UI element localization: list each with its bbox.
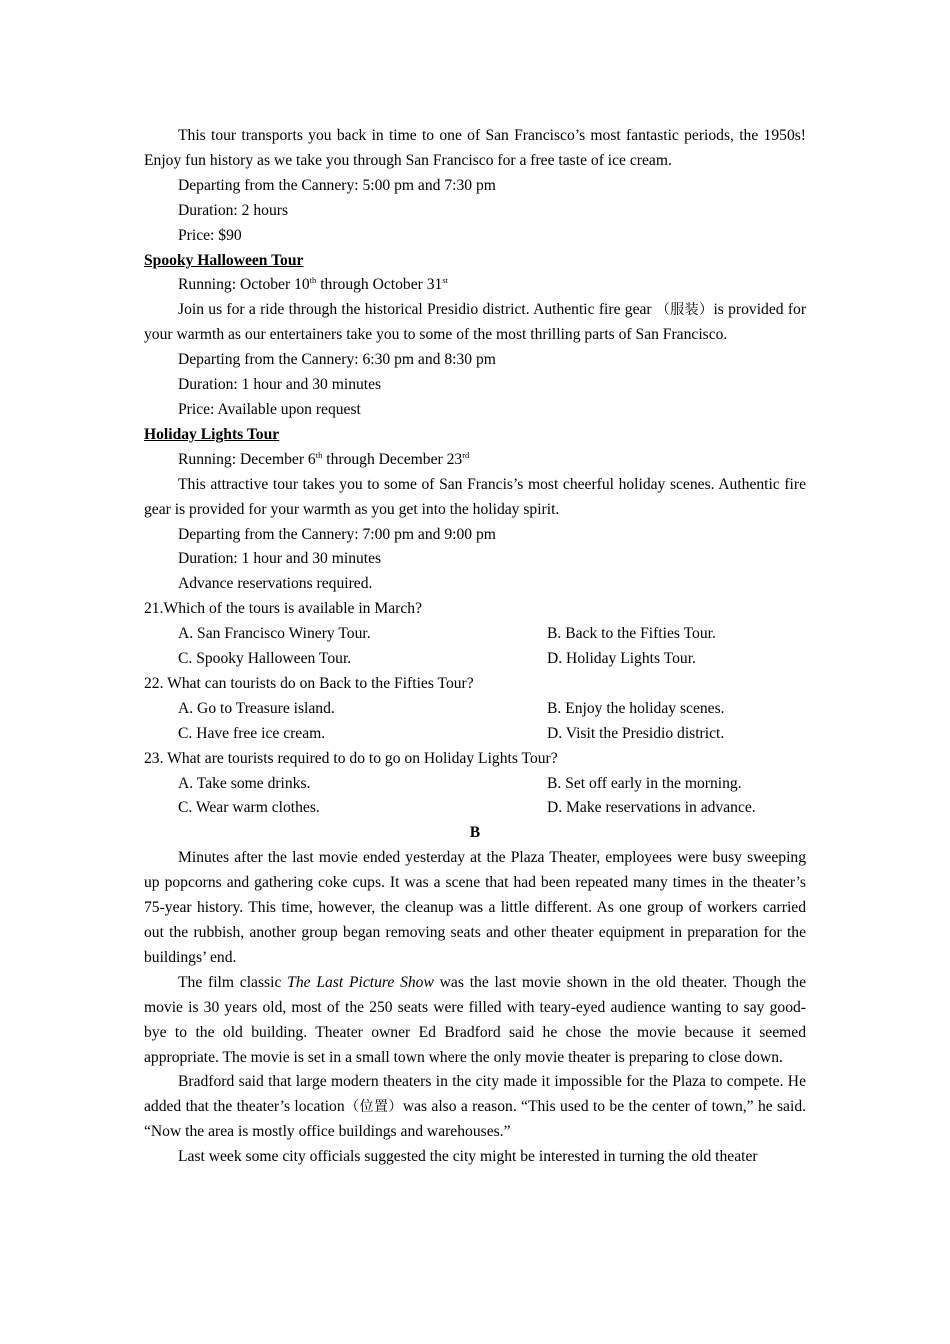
question-23-options-cd [144, 796, 806, 821]
holiday-departing: Departing from the Cannery: 7:00 pm and 9:00 pm [178, 525, 496, 543]
holiday-tour-title: Holiday Lights Tour [144, 425, 280, 443]
fifties-price: Price: $90 [178, 226, 242, 244]
option-b: B. Enjoy the holiday scenes. [547, 699, 725, 717]
halloween-description: Join us for a ride through the historical Presidio district. Authentic fire gear （服装）is provided for your warmth as our entertainers take you to some of the most thrilling parts of San Francisco. [144, 301, 807, 344]
passage-b-paragraph-3: Bradford said that large modern theaters in the city made it impossible for the Plaza to compete. He added that the theater’s location（位置）was also a reason. “This used to be the center of town,” he said. “Now the area is mostly office buildings and warehouses.” [144, 1073, 807, 1141]
question-21-options-ab [144, 622, 806, 647]
question-23: 23. What are tourists required to do to go on Holiday Lights Tour? [144, 749, 558, 767]
option-c: C. Wear warm clothes. [178, 799, 320, 817]
halloween-running: Running: October 10th through October 31st [178, 275, 448, 294]
fifties-description: This tour transports you back in time to one of San Francisco’s most fantastic periods, the 1950s! Enjoy fun history as we take you through San Francisco for a free taste of ice cream. [144, 127, 806, 169]
holiday-description: This attractive tour takes you to some of San Francis’s most cheerful holiday scenes. Authentic fire gear is provided for your warmth as you get into the holiday spirit. [144, 475, 806, 518]
option-d: D. Visit the Presidio district. [547, 724, 725, 742]
holiday-reservation: Advance reservations required. [178, 575, 373, 593]
question-22-options-cd [144, 722, 806, 747]
section-b-heading: B [469, 824, 481, 842]
option-b: B. Set off early in the morning. [547, 774, 742, 792]
question-23-options-ab [144, 772, 806, 797]
question-22-options-ab [144, 697, 806, 722]
question-21: 21.Which of the tours is available in March? [144, 600, 422, 618]
question-21-options-cd [144, 647, 806, 672]
option-a: A. San Francisco Winery Tour. [178, 625, 371, 643]
passage-b-paragraph-2: The film classic The Last Picture Show was the last movie shown in the old theater. Though the movie is 30 years old, most of the 250 seats were filled with teary-eyed audience wanting to say good-bye to the old building. Theater owner Ed Bradford said he chose the movie because it seemed appropriate. The movie is set in a small town where the only movie theater is preparing to close down. [144, 973, 806, 1066]
option-a: A. Take some drinks. [178, 774, 311, 792]
option-c: C. Spooky Halloween Tour. [178, 650, 352, 668]
question-22: 22. What can tourists do on Back to the Fifties Tour? [144, 674, 474, 692]
document-page [144, 124, 806, 1170]
passage-b-paragraph-4: Last week some city officials suggested the city might be interested in turning the old theater [178, 1148, 758, 1166]
halloween-departing: Departing from the Cannery: 6:30 pm and 8:30 pm [178, 351, 496, 369]
option-d: D. Holiday Lights Tour. [547, 650, 696, 668]
halloween-price: Price: Available upon request [178, 400, 361, 418]
option-c: C. Have free ice cream. [178, 724, 326, 742]
fifties-duration: Duration: 2 hours [178, 201, 289, 219]
halloween-tour-title: Spooky Halloween Tour [144, 251, 304, 269]
holiday-running: Running: December 6th through December 23rd [178, 449, 470, 468]
halloween-duration: Duration: 1 hour and 30 minutes [178, 376, 382, 394]
option-b: B. Back to the Fifties Tour. [547, 625, 716, 643]
option-a: A. Go to Treasure island. [178, 699, 335, 717]
fifties-departing: Departing from the Cannery: 5:00 pm and 7:30 pm [178, 176, 496, 194]
holiday-duration: Duration: 1 hour and 30 minutes [178, 550, 382, 568]
option-d: D. Make reservations in advance. [547, 799, 756, 817]
passage-b-paragraph-1: Minutes after the last movie ended yesterday at the Plaza Theater, employees were busy sweeping up popcorns and gathering coke cups. It was a scene that had been repeated many times in the theater’s 75-year history. This time, however, the cleanup was a little different. As one group of workers carried out the rubbish, another group began removing seats and other theater equipment in preparation for the buildings’ end. [144, 849, 806, 966]
